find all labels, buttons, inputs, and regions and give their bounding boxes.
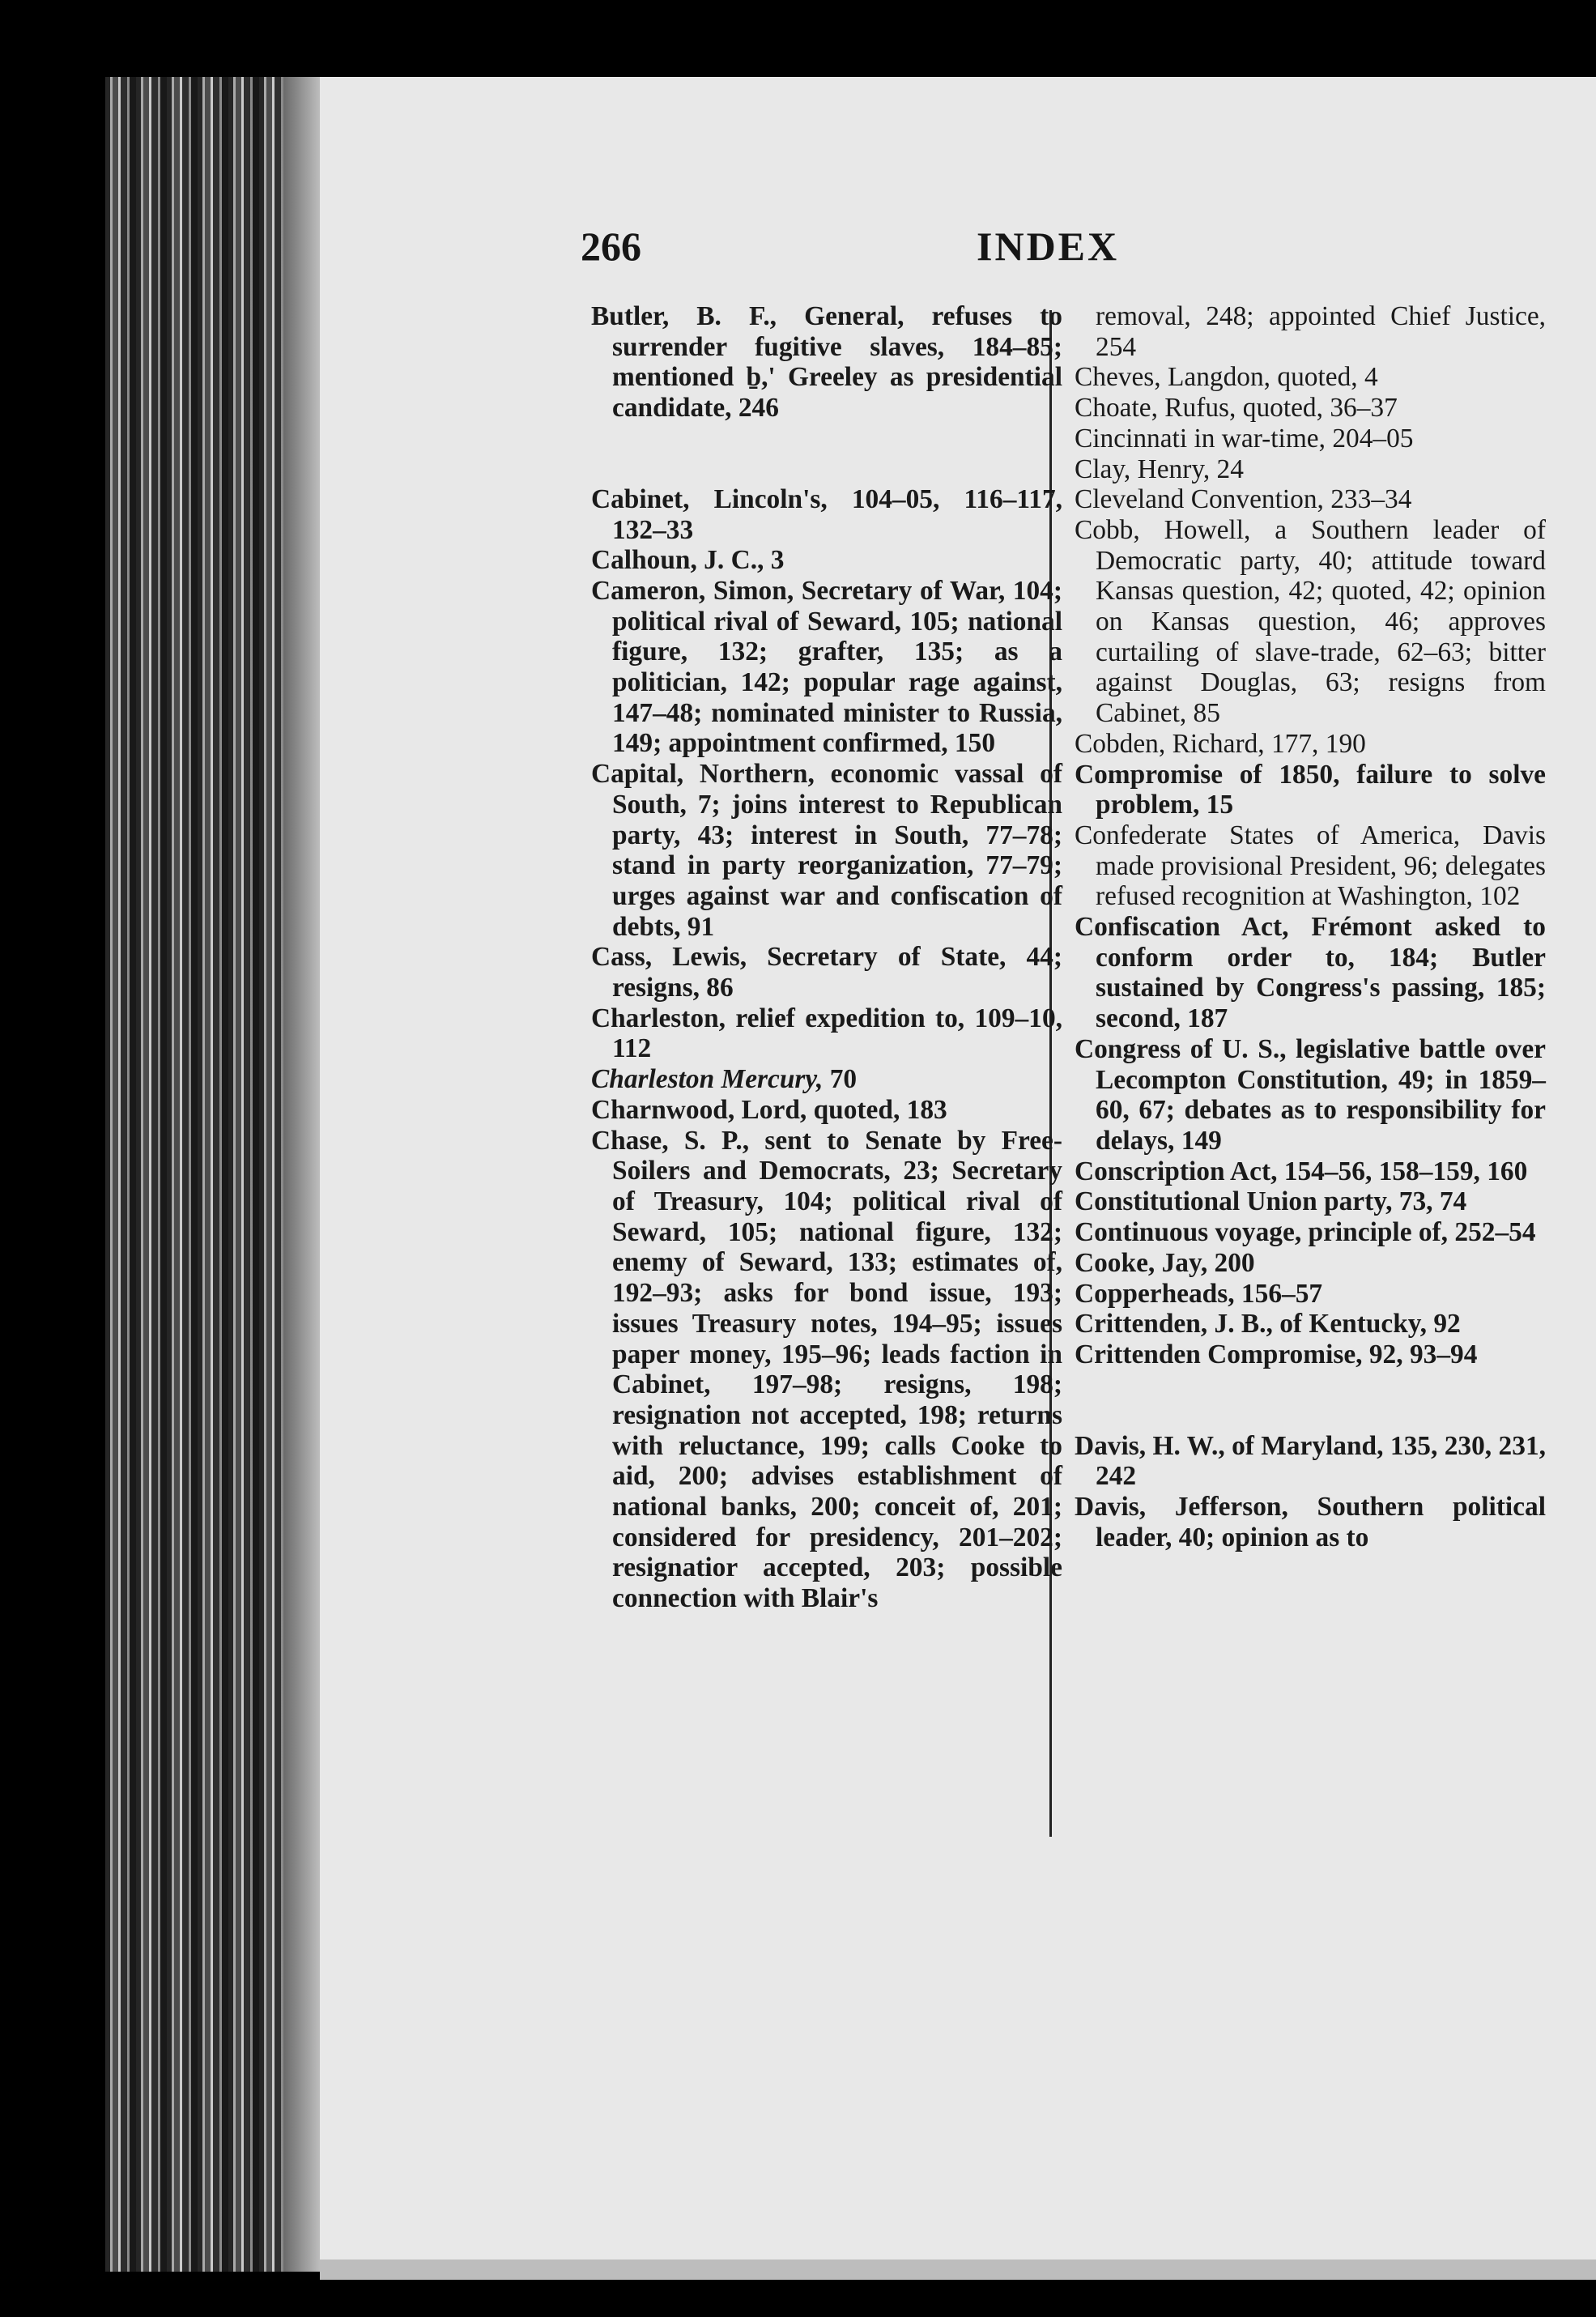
- index-entry-compromise: Compromise of 1850, failure to solve problem, 15: [1075, 759, 1546, 820]
- index-entry-continuous: Continuous voyage, principle of, 252–54: [1075, 1217, 1536, 1248]
- index-entry-clay: Clay, Henry, 24: [1075, 454, 1244, 484]
- index-entry-butler: Butler, B. F., General, refuses to surrender fugitive slaves, 184–85; mentioned ḇ,' Greeley as presidential candidate, 246: [591, 301, 1062, 424]
- index-entry-crittenden-compromise: Crittenden Compromise, 92, 93–94: [1075, 1339, 1478, 1369]
- newspaper-title: Charleston Mercury,: [591, 1064, 824, 1095]
- index-entry-capital: Capital, Northern, economic vassal of South, 7; joins interest to Republican party, 43; interest in South, 77–78; stand in party reorganization, 77–79; urges against war and confiscation of debts, 91: [591, 759, 1062, 942]
- index-entry-cheves: Cheves, Langdon, quoted, 4: [1075, 362, 1378, 393]
- index-entry-crittenden-jb: Crittenden, J. B., of Kentucky, 92: [1075, 1309, 1461, 1340]
- page-bottom-edge: [320, 2260, 1596, 2280]
- page-title: INDEX: [977, 224, 1120, 269]
- index-entry-copperheads: Copperheads, 156–57: [1075, 1278, 1323, 1309]
- index-entry-cincinnati: Cincinnati in war-time, 204–05: [1075, 423, 1414, 454]
- index-column-right: [1075, 301, 1546, 1552]
- index-entry-confiscation: Confiscation Act, Frémont asked to conform order to, 184; Butler sustained by Congress's passing, 185; second, 187: [1075, 912, 1546, 1034]
- index-entry-conscription: Conscription Act, 154–56, 158–159, 160: [1075, 1156, 1528, 1186]
- index-entry-calhoun: Calhoun, J. C., 3: [591, 545, 785, 576]
- index-entry-charleston: Charleston, relief expedition to, 109–10, 112: [591, 1003, 1062, 1064]
- index-entry-cobden: Cobden, Richard, 177, 190: [1075, 728, 1366, 759]
- section-gap: [591, 424, 1062, 484]
- index-entry-cass: Cass, Lewis, Secretary of State, 44; resigns, 86: [591, 942, 1062, 1003]
- page-number: 266: [581, 224, 641, 269]
- index-entry-constitutional: Constitutional Union party, 73, 74: [1075, 1186, 1467, 1217]
- index-entry-chase: Chase, S. P., sent to Senate by Free-Soilers and Democrats, 23; Secretary of Treasury, 104; political rival of Seward, 105; national figure, 132; enemy of Seward, 133; estimates of, 192–93; asks for bond issue, 193; issues Treasury notes, 194–95; issues paper money, 195–96; leads faction in Cabinet, 197–98; resigns, 198; resignation not accepted, 198; returns with reluctance, 199; calls Cooke to aid, 200; advises establishment of national banks, 200; conceit of, 201; considered for presidency, 201–202; resignatior accepted, 203; possible connection with Blair's: [591, 1125, 1062, 1614]
- index-entry-chase-continued: removal, 248; appointed Chief Justice, 254: [1096, 301, 1546, 362]
- page-reference: 70: [823, 1064, 858, 1095]
- index-entry-cobb: Cobb, Howell, a Southern leader of Democratic party, 40; attitude toward Kansas question, 42; quoted, 42; opinion on Kansas question, 46; approves curtailing of slave-trade, 62–63; bitter against Douglas, 63; resigns from Cabinet, 85: [1075, 514, 1546, 729]
- index-entry-cooke: Cooke, Jay, 200: [1075, 1247, 1255, 1278]
- index-entry-davis-hw: Davis, H. W., of Maryland, 135, 230, 231, 242: [1075, 1430, 1546, 1492]
- index-entry-cabinet: Cabinet, Lincoln's, 104–05, 116–117, 132–33: [591, 483, 1062, 545]
- index-entry-choate: Choate, Rufus, quoted, 36–37: [1075, 393, 1398, 424]
- index-column-left: [591, 301, 1062, 1614]
- index-entry-charnwood: Charnwood, Lord, quoted, 183: [591, 1094, 947, 1125]
- index-entry-charleston-mercury: [591, 1064, 1062, 1095]
- index-entry-cameron: Cameron, Simon, Secretary of War, 104; political rival of Seward, 105; national figure, 132; grafter, 135; as a politician, 142; popular rage against, 147–48; nominated minister to Russia, 149; appointment confirmed, 150: [591, 575, 1062, 759]
- index-entry-congress: Congress of U. S., legislative battle over Lecompton Constitution, 49; in 1859–60, 67; debates as to responsibility for delays, 149: [1075, 1033, 1546, 1156]
- section-gap: [1075, 1370, 1546, 1431]
- index-entry-davis-jefferson: Davis, Jefferson, Southern political leader, 40; opinion as to: [1075, 1492, 1546, 1552]
- index-entry-confederate: Confederate States of America, Davis made provisional President, 96; delegates refused recognition at Washington, 102: [1075, 820, 1546, 912]
- index-entry-cleveland: Cleveland Convention, 233–34: [1075, 484, 1412, 515]
